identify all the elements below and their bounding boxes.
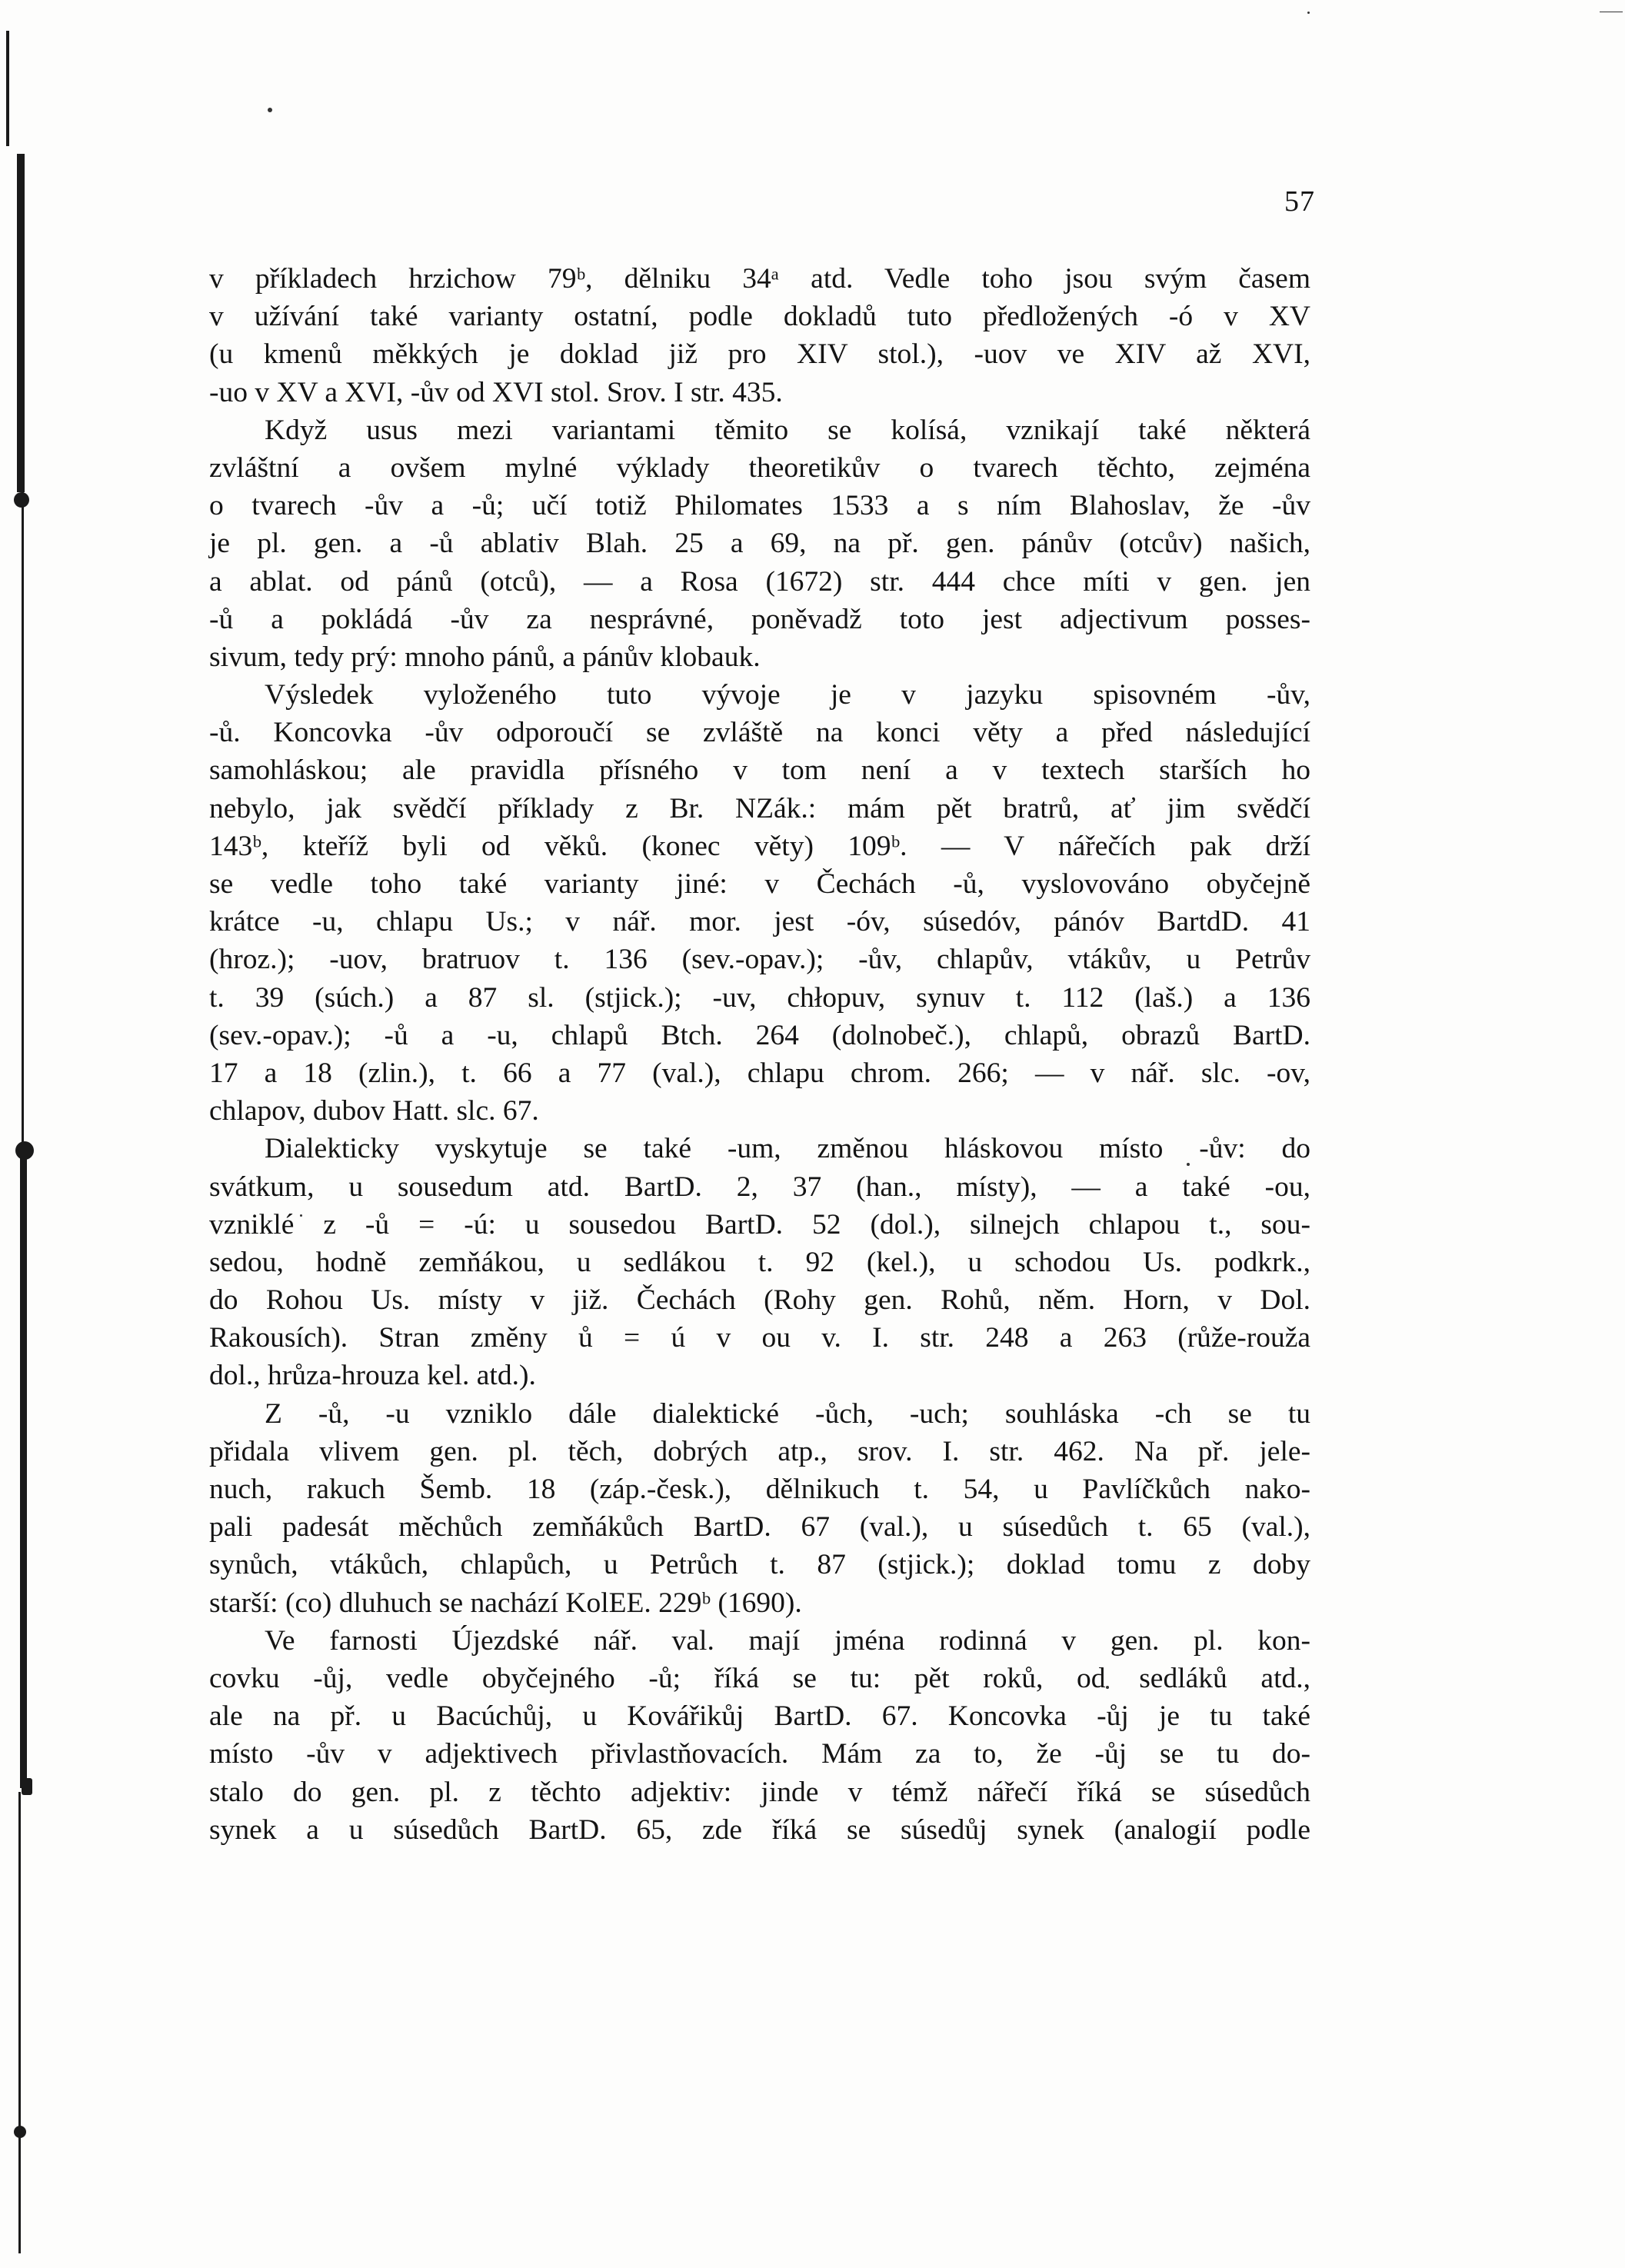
- text-line: nebylo, jak svědčí příklady z Br. NZák.: mám pět bratrů, ať jim svědčí: [209, 792, 1310, 824]
- text-line: synůch, vtákůch, chlapůch, u Petrůch t. 87 (stjick.); doklad tomu z doby: [209, 1549, 1310, 1581]
- text-line: Rakousích). Stran změny ů = ú v ou v. I. str. 248 a 263 (růže-rouža: [209, 1322, 1310, 1354]
- text-line: o tvarech -ův a -ů; učí totiž Philomates 1533 a s ním Blahoslav, že -ův: [209, 490, 1310, 522]
- text-line: t. 39 (súch.) a 87 sl. (stjick.); -uv, chłopuv, synuv t. 112 (laš.) a 136: [209, 981, 1310, 1014]
- text-line: nuch, rakuch Šemb. 18 (záp.-česk.), dělnikuch t. 54, u Pavlíčkůch nako-: [209, 1474, 1310, 1505]
- text-line: -uo v XV a XVI, -ův od XVI stol. Srov. I str. 435.: [209, 376, 783, 408]
- text-line: se vedle toho také varianty jiné: v Čechách -ů, vyslovováno obyčejně: [209, 868, 1310, 900]
- text-line: vzniklé z -ů = -ú: u sousedou BartD. 52 (dol.), silnejch chlapou t., sou-: [209, 1208, 1310, 1241]
- text-line: 17 a 18 (zlin.), t. 66 a 77 (val.), chlapu chrom. 266; — v nář. slc. -ov,: [209, 1057, 1310, 1089]
- page-edge-shadow: [18, 1792, 21, 2253]
- text-line: pali padesát měchůch zemňákůch BartD. 67 (val.), u súsedůch t. 65 (val.),: [209, 1511, 1310, 1544]
- text-line: 143ᵇ, kteříž byli od věků. (konec věty) 109ᵇ. — V nářečích pak drží: [209, 830, 1310, 862]
- text-line: starší: (co) dluhuch se nachází KolEE. 229ᵇ (1690).: [209, 1587, 802, 1619]
- text-line: zvláštní a ovšem mylné výklady theoretikův o tvarech těchto, zejména: [209, 451, 1310, 484]
- scan-artifact: [22, 1778, 32, 1795]
- page-edge-shadow: [17, 154, 25, 492]
- text-line: -ů a pokládá -ův za nesprávné, poněvadž toto jest adjectivum posses-: [209, 603, 1310, 635]
- text-line: svátkum, u sousedum atd. BartD. 2, 37 (han., místy), — a také -ou,: [209, 1171, 1310, 1203]
- text-line: (u kmenů měkkých je doklad již pro XIV stol.), -uov ve XIV až XVI,: [209, 338, 1310, 371]
- text-line: Ve farnosti Újezdské nář. val. mají jména rodinná v gen. pl. kon-: [265, 1624, 1310, 1657]
- text-line: Dialekticky vyskytuje se také -um, změnou hláskovou místo -ův: do: [265, 1133, 1310, 1165]
- text-line: (sev.-opav.); -ů a -u, chlapů Btch. 264 (dolnobeč.), chlapů, obrazů BartD.: [209, 1019, 1310, 1051]
- scan-speck: [268, 108, 272, 112]
- text-line: Z -ů, -u vzniklo dále dialektické -ůch, -uch; souhláska -ch se tu: [265, 1397, 1310, 1430]
- text-line: je pl. gen. a -ů ablativ Blah. 25 a 69, na př. gen. pánův (otcův) našich,: [209, 528, 1310, 560]
- scan-artifact: [14, 2126, 26, 2138]
- text-line: ale na př. u Bacúchůj, u Kovářikůj BartD. 67. Koncovka -ůj je tu také: [209, 1700, 1310, 1733]
- text-line: chlapov, dubov Hatt. slc. 67.: [209, 1095, 539, 1127]
- scan-speck: [1307, 12, 1310, 14]
- text-line: samohláskou; ale pravidla přísného v tom není a v textech starších ho: [209, 754, 1310, 787]
- scan-artifact: [14, 492, 29, 508]
- text-line: v užívání také varianty ostatní, podle dokladů tuto předložených -ó v XV: [209, 301, 1310, 333]
- body-text: [209, 260, 1310, 1849]
- text-line: a ablat. od pánů (otců), — a Rosa (1672) str. 444 chce míti v gen. jen: [209, 565, 1310, 598]
- text-line: dol., hrůza-hrouza kel. atd.).: [209, 1360, 536, 1392]
- text-line: Když usus mezi variantami těmito se kolísá, vznikají také některá: [265, 414, 1310, 446]
- page-number: 57: [1284, 185, 1315, 218]
- page-edge-shadow: [22, 492, 24, 1146]
- text-line: místo -ův v adjektivech přivlastňovacích. Mám za to, že -ůj se tu do-: [209, 1738, 1310, 1770]
- text-line: sivum, tedy prý: mnoho pánů, a pánův klobauk.: [209, 641, 761, 673]
- page-edge-shadow: [6, 31, 9, 146]
- text-line: -ů. Koncovka -ův odporoučí se zvláště na konci věty a před následující: [209, 717, 1310, 749]
- text-line: Výsledek vyloženého tuto vývoje je v jazyku spisovném -ův,: [265, 679, 1310, 711]
- text-line: přidala vlivem gen. pl. těch, dobrých atp., srov. I. str. 462. Na př. jele-: [209, 1435, 1310, 1467]
- page-edge-shadow: [20, 1150, 27, 1788]
- text-line: stalo do gen. pl. z těchto adjektiv: jinde v témž nářečí říká se súsedůch: [209, 1776, 1310, 1808]
- text-line: covku -ůj, vedle obyčejného -ů; říká se tu: pět roků, od sedláků atd.,: [209, 1662, 1310, 1694]
- scan-artifact: [15, 1141, 34, 1160]
- text-line: krátce -u, chlapu Us.; v nář. mor. jest -óv, súsedóv, pánóv BartdD. 41: [209, 906, 1310, 938]
- text-line: (hroz.); -uov, bratruov t. 136 (sev.-opav.); -ův, chlapův, vtákův, u Petrův: [209, 944, 1310, 976]
- text-line: sedou, hodně zemňákou, u sedlákou t. 92 (kel.), u schodou Us. podkrk.,: [209, 1246, 1310, 1278]
- text-line: do Rohou Us. místy v již. Čechách (Rohy gen. Rohů, něm. Horn, v Dol.: [209, 1284, 1310, 1317]
- text-line: v příkladech hrzichow 79ᵇ, dělniku 34ᵃ atd. Vedle toho jsou svým časem: [209, 263, 1310, 295]
- text-line: synek a u súsedůch BartD. 65, zde říká se súsedůj synek (analogií podle: [209, 1813, 1310, 1846]
